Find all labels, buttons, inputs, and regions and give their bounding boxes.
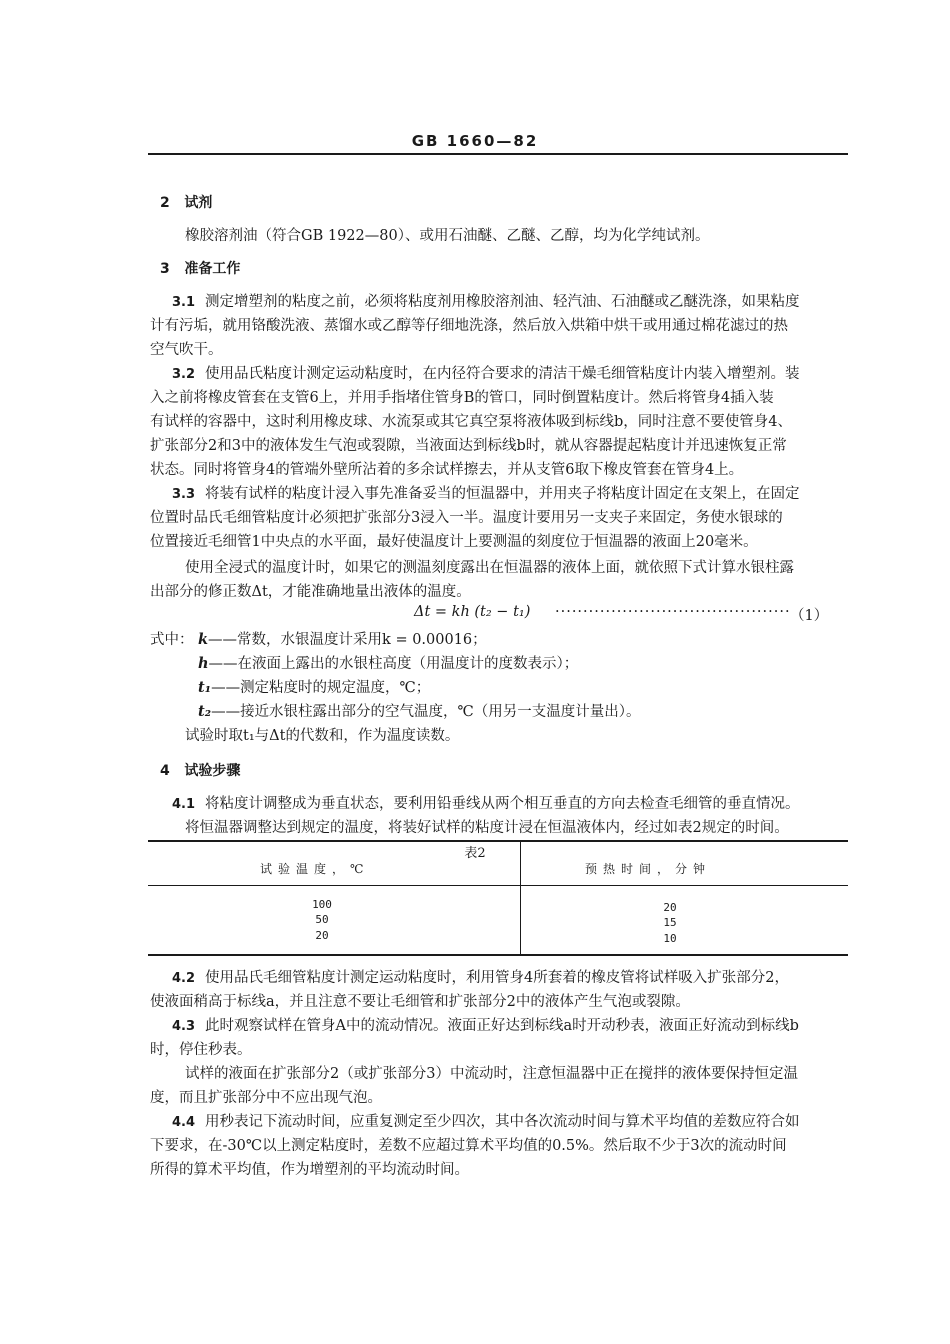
para-3-1-line-2: 计有污垢，就用铬酸洗液、蒸馏水或乙醇等仔细地洗涤，然后放入烘箱中烘干或用通过棉花滤过的热	[150, 318, 788, 334]
para-3-2-line-1: 3.2 使用品氏粘度计测定运动粘度时，在内径符合要求的清洁干燥毛细管粘度计内装入增塑剂。装	[172, 366, 800, 382]
section-3-number: 3	[160, 261, 170, 277]
table-header-preheat-time: 预热时间，分钟	[585, 862, 712, 876]
def-t1: t₁——测定粘度时的规定温度，℃；	[198, 679, 431, 696]
def-t2: t₂——接近水银柱露出部分的空气温度，℃（用另一支温度计量出）。	[198, 703, 641, 720]
para-3-3-number: 3.3	[172, 487, 196, 502]
para-4-2-line-1: 4.2 使用品氏毛细管粘度计测定运动粘度时，利用管身4所套着的橡皮管将试样吸入扩张部分2，	[172, 970, 789, 986]
table-column-divider	[520, 840, 521, 955]
table-top-rule	[148, 840, 848, 842]
para-4-2-number: 4.2	[172, 971, 196, 986]
para-3-2-line-2: 入之前将橡皮管套在支管6上，并用手指堵住管身B的管口，同时倒置粘度计。然后将管身4插入装	[150, 390, 774, 406]
para-3-2-line-5: 状态。同时将管身4的管端外壁所沾着的多余试样擦去，并从支管6取下橡皮管套在管身4上。	[150, 462, 744, 478]
section-2-number: 2	[160, 195, 170, 211]
formula: Δt = kh (t₂ − t₁)	[414, 604, 531, 620]
temperature-reading-note: 试验时取t₁与Δt的代数和，作为温度读数。	[185, 728, 460, 744]
table-cell-temp: 100	[312, 898, 332, 911]
para-4-3b-line-1: 试样的液面在扩张部分2（或扩张部分3）中流动时，注意恒温器中正在搅拌的液体要保持恒定温	[185, 1066, 798, 1082]
para-3-3-line-3: 位置接近毛细管1中央点的水平面，最好使温度计上要测温的刻度位于恒温器的液面上20毫米。	[150, 534, 758, 550]
table-cell-time: 10	[663, 932, 677, 945]
section-2-body: 橡胶溶剂油（符合GB 1922—80）、或用石油醚、乙醚、乙醇，均为化学纯试剂。	[185, 228, 710, 244]
para-3-3-line-1: 3.3 将装有试样的粘度计浸入事先准备妥当的恒温器中，并用夹子将粘度计固定在支架上，在固定	[172, 486, 800, 502]
para-4-3-line-1: 4.3 此时观察试样在管身A中的流动情况。液面正好达到标线a时开动秒表，液面正好流动到标线b	[172, 1018, 799, 1034]
section-3-heading	[160, 258, 240, 278]
para-3-2-line-4: 扩张部分2和3中的液体发生气泡或裂隙，当液面达到标线b时，就从容器提起粘度计并迅速恢复正常	[150, 438, 787, 454]
para-4-3-line-2: 时，停住秒表。	[150, 1042, 252, 1058]
para-4-1-line-1: 4.1 将粘度计调整成为垂直状态，要利用铅垂线从两个相互垂直的方向去检查毛细管的垂直情况。	[172, 796, 800, 812]
table-cell-time: 20	[663, 901, 677, 914]
section-2-heading	[160, 192, 212, 212]
section-4-number: 4	[160, 763, 170, 779]
section-2-title: 试剂	[184, 195, 213, 211]
formula-number: （1）	[790, 608, 829, 624]
para-3-2-line-3: 有试样的容器中，这时利用橡皮球、水流泵或其它真空泵将液体吸到标线b，同时注意不要使管身4、	[150, 414, 793, 430]
para-3-2-number: 3.2	[172, 367, 196, 382]
section-4-heading	[160, 760, 240, 780]
table-header-rule	[148, 885, 848, 886]
para-3-3-line-2: 位置时品氏毛细管粘度计必须把扩张部分3浸入一半。温度计要用另一支夹子来固定，务使水银球的	[150, 510, 783, 526]
para-3-1-line-1: 3.1 测定增塑剂的粘度之前，必须将粘度剂用橡胶溶剂油、轻汽油、石油醚或乙醚洗涤，如果粘度	[172, 294, 800, 310]
para-4-3b-line-2: 度，而且扩张部分中不应出现气泡。	[150, 1090, 382, 1106]
para-3-1-line-3: 空气吹干。	[150, 342, 223, 358]
para-4-2-line-2: 使液面稍高于标线a，并且注意不要让毛细管和扩张部分2中的液体产生气泡或裂隙。	[150, 994, 690, 1010]
para-3-4-line-2: 出部分的修正数Δt，才能准确地量出液体的温度。	[150, 584, 471, 600]
para-4-4-number: 4.4	[172, 1115, 196, 1130]
section-3-title: 准备工作	[184, 261, 241, 277]
para-4-3-number: 4.3	[172, 1019, 196, 1034]
document-code: GB 1660—82	[411, 132, 539, 150]
para-4-4-line-3: 所得的算术平均值，作为增塑剂的平均流动时间。	[150, 1162, 469, 1178]
where-label: 式中：	[150, 632, 194, 648]
table-header-temperature: 试验温度，℃	[260, 862, 370, 876]
def-h: h——在液面上露出的水银柱高度（用温度计的度数表示）；	[198, 655, 579, 672]
table-caption: 表2	[464, 846, 486, 861]
table-cell-time: 15	[663, 916, 677, 929]
section-4-title: 试验步骤	[184, 763, 241, 779]
def-k: k——常数，水银温度计采用k = 0.00016；	[198, 631, 487, 648]
para-3-4-line-1: 使用全浸式的温度计时，如果它的测温刻度露出在恒温器的液体上面，就依照下式计算水银柱露	[185, 560, 794, 576]
table-cell-temp: 20	[315, 929, 329, 942]
table-cell-temp: 50	[315, 913, 329, 926]
table-bottom-rule	[148, 954, 848, 956]
para-4-4-line-2: 下要求，在-30℃以上测定粘度时，差数不应超过算术平均值的0.5%。然后取不少于3次的流动时间	[150, 1138, 787, 1154]
para-4-4-line-1: 4.4 用秒表记下流动时间，应重复测定至少四次，其中各次流动时间与算术平均值的差数应符合如	[172, 1114, 800, 1130]
header-rule	[148, 153, 848, 155]
formula-leader-dots: ··········································	[555, 604, 791, 620]
para-4-1-number: 4.1	[172, 797, 196, 812]
para-4-1-line-2: 将恒温器调整达到规定的温度，将装好试样的粘度计浸在恒温液体内，经过如表2规定的时间。	[185, 820, 789, 836]
para-3-1-number: 3.1	[172, 295, 196, 310]
